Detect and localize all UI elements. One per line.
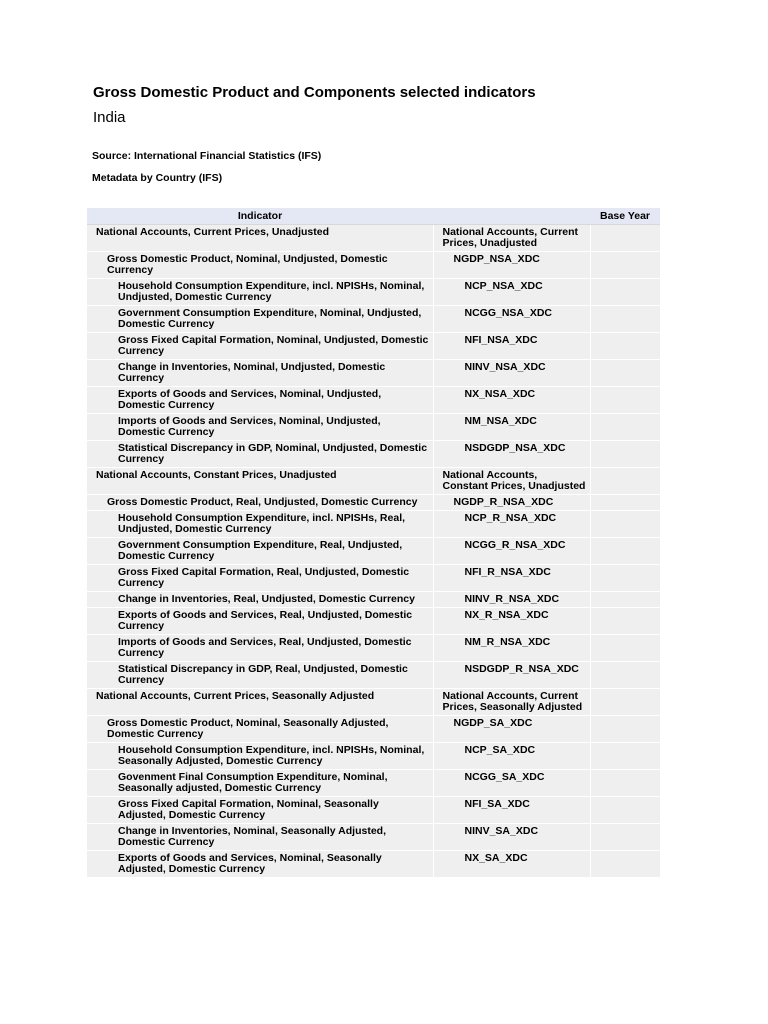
base-year-cell	[590, 538, 660, 565]
code-cell: National Accounts, Current Prices, Unadjusted	[433, 225, 590, 252]
indicator-cell: Govenment Final Consumption Expenditure, Nominal, Seasonally adjusted, Domestic Currency	[87, 770, 433, 797]
country-name: India	[93, 109, 126, 126]
page-title: Gross Domestic Product and Components selected indicators	[93, 84, 536, 101]
indicator-cell: Change in Inventories, Real, Undjusted, Domestic Currency	[87, 592, 433, 608]
table-row	[87, 360, 660, 387]
base-year-cell	[590, 797, 660, 824]
table-row	[87, 279, 660, 306]
indicator-cell: Gross Domestic Product, Real, Undjusted, Domestic Currency	[87, 495, 433, 511]
indicator-cell: National Accounts, Constant Prices, Unadjusted	[87, 468, 433, 495]
base-year-cell	[590, 511, 660, 538]
base-year-cell	[590, 824, 660, 851]
indicator-cell: Government Consumption Expenditure, Nominal, Undjusted, Domestic Currency	[87, 306, 433, 333]
table-row	[87, 635, 660, 662]
indicator-cell: Change in Inventories, Nominal, Seasonally Adjusted, Domestic Currency	[87, 824, 433, 851]
table-body	[87, 225, 660, 878]
base-year-cell	[590, 851, 660, 878]
table-row	[87, 565, 660, 592]
table-row	[87, 333, 660, 360]
code-cell: NCGG_NSA_XDC	[433, 306, 590, 333]
indicator-cell: Household Consumption Expenditure, incl. NPISHs, Real, Undjusted, Domestic Currency	[87, 511, 433, 538]
code-cell: NX_R_NSA_XDC	[433, 608, 590, 635]
indicator-cell: Household Consumption Expenditure, incl. NPISHs, Nominal, Undjusted, Domestic Currency	[87, 279, 433, 306]
base-year-cell	[590, 743, 660, 770]
code-cell: NCP_SA_XDC	[433, 743, 590, 770]
table-row	[87, 495, 660, 511]
base-year-cell	[590, 770, 660, 797]
indicator-cell: National Accounts, Current Prices, Seasonally Adjusted	[87, 689, 433, 716]
indicator-cell: Imports of Goods and Services, Nominal, Undjusted, Domestic Currency	[87, 414, 433, 441]
header-base-year: Base Year	[590, 208, 660, 225]
base-year-cell	[590, 387, 660, 414]
base-year-cell	[590, 495, 660, 511]
table-row	[87, 608, 660, 635]
header-code	[433, 208, 590, 225]
code-cell: NGDP_NSA_XDC	[433, 252, 590, 279]
table-row	[87, 824, 660, 851]
table-row	[87, 441, 660, 468]
indicator-cell: Exports of Goods and Services, Nominal, Seasonally Adjusted, Domestic Currency	[87, 851, 433, 878]
code-cell: NCP_NSA_XDC	[433, 279, 590, 306]
base-year-cell	[590, 468, 660, 495]
table-row	[87, 538, 660, 565]
code-cell: NFI_NSA_XDC	[433, 333, 590, 360]
table-row	[87, 716, 660, 743]
indicator-cell: Statistical Discrepancy in GDP, Real, Undjusted, Domestic Currency	[87, 662, 433, 689]
table-row	[87, 689, 660, 716]
code-cell: NINV_SA_XDC	[433, 824, 590, 851]
base-year-cell	[590, 716, 660, 743]
base-year-cell	[590, 333, 660, 360]
table-row	[87, 743, 660, 770]
indicator-cell: Change in Inventories, Nominal, Undjusted, Domestic Currency	[87, 360, 433, 387]
table-row	[87, 797, 660, 824]
base-year-cell	[590, 662, 660, 689]
base-year-cell	[590, 635, 660, 662]
code-cell: NSDGDP_NSA_XDC	[433, 441, 590, 468]
indicator-cell: Household Consumption Expenditure, incl. NPISHs, Nominal, Seasonally Adjusted, Domestic Currency	[87, 743, 433, 770]
base-year-cell	[590, 565, 660, 592]
indicator-cell: Gross Fixed Capital Formation, Real, Undjusted, Domestic Currency	[87, 565, 433, 592]
code-cell: NM_NSA_XDC	[433, 414, 590, 441]
code-cell: NCP_R_NSA_XDC	[433, 511, 590, 538]
code-cell: NCGG_SA_XDC	[433, 770, 590, 797]
table-row	[87, 592, 660, 608]
table-row	[87, 387, 660, 414]
indicator-cell: Imports of Goods and Services, Real, Undjusted, Domestic Currency	[87, 635, 433, 662]
table-row	[87, 252, 660, 279]
code-cell: National Accounts, Constant Prices, Unadjusted	[433, 468, 590, 495]
indicators-table	[87, 208, 660, 878]
indicator-cell: Gross Fixed Capital Formation, Nominal, Seasonally Adjusted, Domestic Currency	[87, 797, 433, 824]
code-cell: National Accounts, Current Prices, Seasonally Adjusted	[433, 689, 590, 716]
code-cell: NX_NSA_XDC	[433, 387, 590, 414]
table-row	[87, 851, 660, 878]
code-cell: NM_R_NSA_XDC	[433, 635, 590, 662]
metadata-line: Metadata by Country (IFS)	[92, 172, 223, 184]
code-cell: NINV_NSA_XDC	[433, 360, 590, 387]
base-year-cell	[590, 608, 660, 635]
code-cell: NGDP_SA_XDC	[433, 716, 590, 743]
base-year-cell	[590, 689, 660, 716]
indicator-cell: National Accounts, Current Prices, Unadjusted	[87, 225, 433, 252]
code-cell: NINV_R_NSA_XDC	[433, 592, 590, 608]
indicator-cell: Government Consumption Expenditure, Real, Undjusted, Domestic Currency	[87, 538, 433, 565]
code-cell: NGDP_R_NSA_XDC	[433, 495, 590, 511]
base-year-cell	[590, 592, 660, 608]
code-cell: NFI_SA_XDC	[433, 797, 590, 824]
base-year-cell	[590, 225, 660, 252]
table-row	[87, 225, 660, 252]
base-year-cell	[590, 306, 660, 333]
table-row	[87, 511, 660, 538]
base-year-cell	[590, 441, 660, 468]
code-cell: NSDGDP_R_NSA_XDC	[433, 662, 590, 689]
indicator-cell: Gross Domestic Product, Nominal, Seasonally Adjusted, Domestic Currency	[87, 716, 433, 743]
table-row	[87, 770, 660, 797]
base-year-cell	[590, 414, 660, 441]
base-year-cell	[590, 279, 660, 306]
source-line: Source: International Financial Statistics (IFS)	[92, 150, 322, 162]
indicator-cell: Exports of Goods and Services, Real, Undjusted, Domestic Currency	[87, 608, 433, 635]
indicator-cell: Statistical Discrepancy in GDP, Nominal, Undjusted, Domestic Currency	[87, 441, 433, 468]
indicator-cell: Exports of Goods and Services, Nominal, Undjusted, Domestic Currency	[87, 387, 433, 414]
base-year-cell	[590, 252, 660, 279]
code-cell: NFI_R_NSA_XDC	[433, 565, 590, 592]
table-row	[87, 414, 660, 441]
indicator-cell: Gross Domestic Product, Nominal, Undjusted, Domestic Currency	[87, 252, 433, 279]
code-cell: NX_SA_XDC	[433, 851, 590, 878]
table-row	[87, 306, 660, 333]
header-indicator: Indicator	[87, 208, 433, 225]
indicator-cell: Gross Fixed Capital Formation, Nominal, Undjusted, Domestic Currency	[87, 333, 433, 360]
table-row	[87, 468, 660, 495]
table-header-row	[87, 208, 660, 225]
code-cell: NCGG_R_NSA_XDC	[433, 538, 590, 565]
base-year-cell	[590, 360, 660, 387]
table-row	[87, 662, 660, 689]
